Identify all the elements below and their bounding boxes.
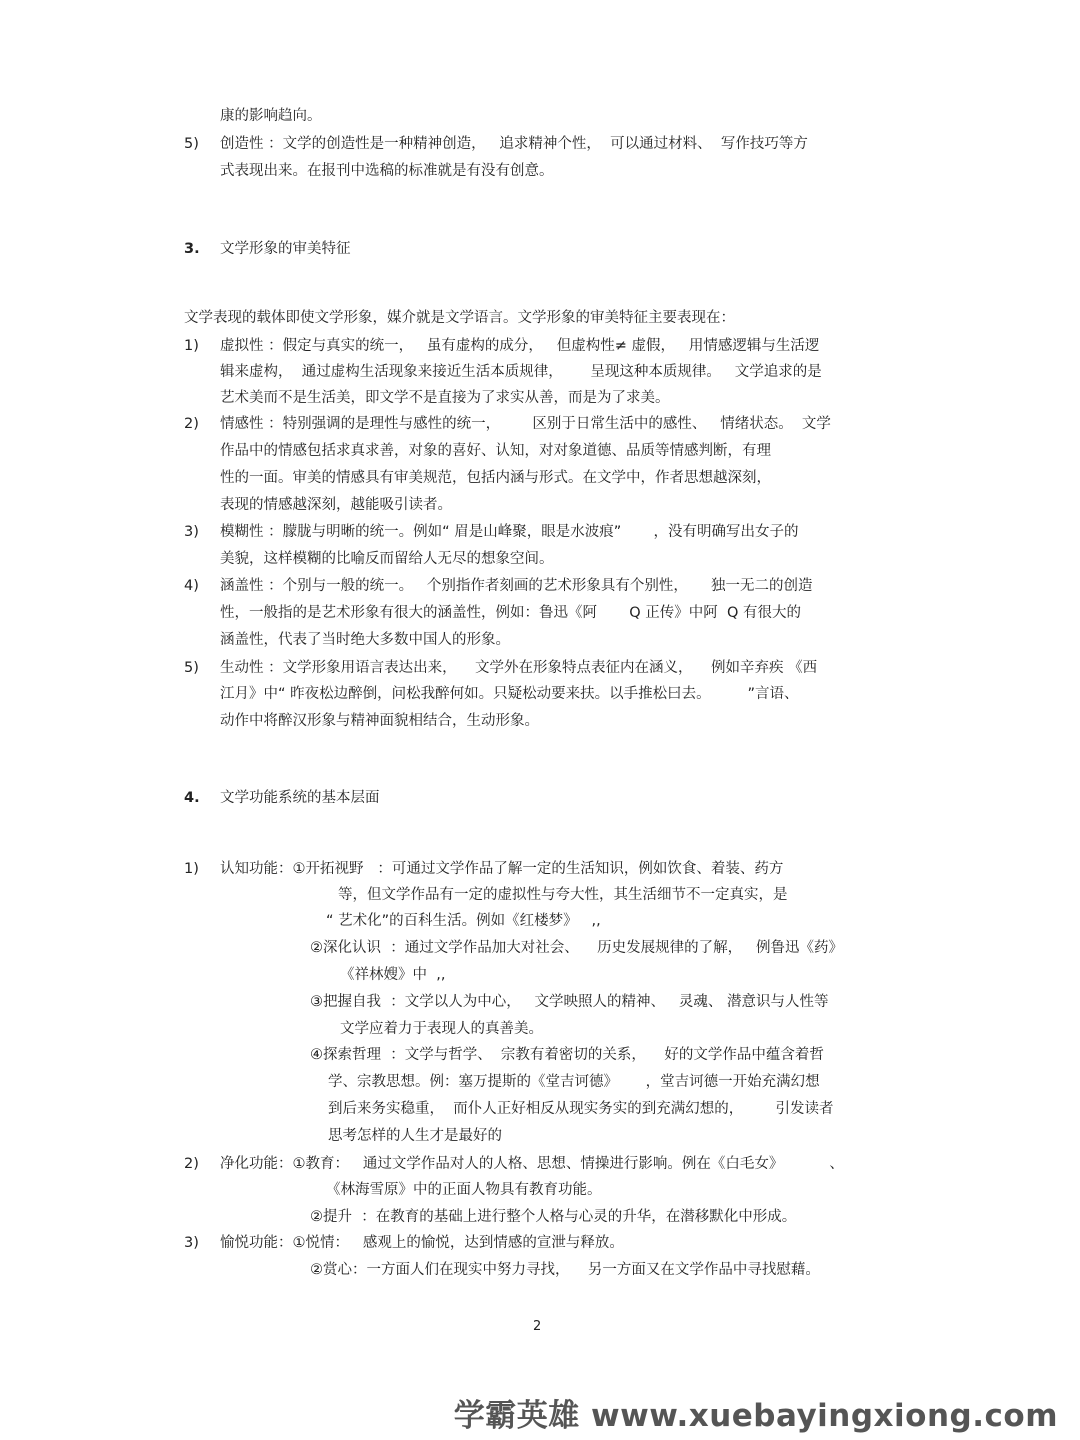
s3-item-4-line: 涵盖性，代表了当时绝大多数中国人的形象。 bbox=[220, 632, 510, 648]
s3-item-4-line: 涵盖性 ：个别与一般的统一。 个别指作者刻画的艺术形象具有个别性， 独一无二的创造 bbox=[220, 578, 813, 594]
s3-item-3-line: 美貌，这样模糊的比喻反而留给人无尽的想象空间。 bbox=[220, 551, 554, 567]
s3-item-1-line: 虚拟性 ：假定与真实的统一， 虽有虚构的成分， 但虚构性≠ 虚假， 用情感逻辑与生活逻 bbox=[220, 338, 820, 354]
s4-item-1-line: 学、宗教思想。例：塞万提斯的《堂吉诃德》 ，堂吉诃德一开始充满幻想 bbox=[328, 1074, 820, 1090]
s3-item-2-line: 性的一面。审美的情感具有审美规范，包括内涵与形式。在文学中，作者思想越深刻， bbox=[220, 470, 771, 486]
s3-item-5-number: 5) bbox=[184, 660, 199, 676]
s3-item-1-number: 1) bbox=[184, 338, 199, 354]
s4-item-3-line: ②赏心：一方面人们在现实中努力寻找， 另一方面又在文学作品中寻找慰藉。 bbox=[310, 1262, 820, 1278]
s3-item-4-number: 4) bbox=[184, 578, 199, 594]
section-3-intro: 文学表现的载体即使文学形象，媒介就是文学语言。文学形象的审美特征主要表现在： bbox=[184, 310, 735, 326]
s4-item-3-line: 愉悦功能：①悦情： 感观上的愉悦，达到情感的宣泄与释放。 bbox=[220, 1235, 624, 1251]
s3-item-1-line: 辑来虚构， 通过虚构生活现象来接近生活本质规律， 呈现这种本质规律。 文学追求的是 bbox=[220, 364, 822, 380]
s4-item-1-line: 等，但文学作品有一定的虚拟性与夸大性，其生活细节不一定真实，是 bbox=[338, 887, 788, 903]
s3-item-2-line: 作品中的情感包括求真求善，对象的喜好、认知，对对象道德、品质等情感判断，有理 bbox=[220, 443, 771, 459]
prev-item-5-line-1: 创造性 ：文学的创造性是一种精神创造， 追求精神个性， 可以通过材料、 写作技巧等方 bbox=[220, 136, 808, 152]
s4-item-1-line: 认知功能：①开拓视野 ：可通过文学作品了解一定的生活知识，例如饮食、着装、药方 bbox=[220, 861, 784, 877]
s3-item-3-number: 3) bbox=[184, 524, 199, 540]
s4-item-2-line: 《林海雪原》中的正面人物具有教育功能。 bbox=[326, 1182, 602, 1198]
s4-item-1-line: ③把握自我 ：文学以人为中心， 文学映照人的精神、 灵魂、 潜意识与人性等 bbox=[310, 994, 829, 1010]
section-3-title: 文学形象的审美特征 bbox=[220, 241, 351, 257]
s3-item-1-line: 艺术美而不是生活美，即文学不是直接为了求实从善，而是为了求美。 bbox=[220, 390, 670, 406]
s4-item-1-line: 到后来务实稳重， 而仆人正好相反从现实务实的到充满幻想的， 引发读者 bbox=[328, 1101, 834, 1117]
section-4-number: 4. bbox=[184, 790, 200, 806]
s4-item-2-line: ②提升 ：在教育的基础上进行整个人格与心灵的升华，在潜移默化中形成。 bbox=[310, 1209, 797, 1225]
s4-item-1-line: 《祥林嫂》中 ,, bbox=[340, 967, 446, 983]
watermark-footer: 学霸英雄 www.xuebayingxiong.com bbox=[453, 1398, 1058, 1434]
section-3-number: 3. bbox=[184, 241, 200, 257]
s3-item-5-line: 动作中将醉汉形象与精神面貌相结合，生动形象。 bbox=[220, 713, 539, 729]
s4-item-3-number: 3) bbox=[184, 1235, 199, 1251]
page-number: 2 bbox=[533, 1319, 542, 1334]
s4-item-1-line: 文学应着力于表现人的真善美。 bbox=[340, 1021, 543, 1037]
intro-line: 康的影响趋向。 bbox=[220, 108, 322, 124]
s4-item-1-line: “ 艺术化”的百科生活。例如《红楼梦》 ,, bbox=[326, 913, 601, 929]
s3-item-5-line: 江月》中“ 昨夜松边醉倒，问松我醉何如。只疑松动要来扶。以手推松曰去。 ”言语、 bbox=[220, 686, 799, 702]
s3-item-3-line: 模糊性 ：朦胧与明晰的统一。例如“ 眉是山峰聚，眼是水波痕” ，没有明确写出女子的 bbox=[220, 524, 799, 540]
section-4-title: 文学功能系统的基本层面 bbox=[220, 790, 380, 806]
s4-item-1-number: 1) bbox=[184, 861, 199, 877]
s3-item-2-line: 情感性 ：特别强调的是理性与感性的统一， 区别于日常生活中的感性、 情绪状态。 文学 bbox=[220, 416, 831, 432]
s3-item-2-line: 表现的情感越深刻，越能吸引读者。 bbox=[220, 497, 452, 513]
prev-item-5-line-2: 式表现出来。在报刊中选稿的标准就是有没有创意。 bbox=[220, 163, 554, 179]
s4-item-1-line: 思考怎样的人生才是最好的 bbox=[328, 1128, 502, 1144]
s4-item-2-number: 2) bbox=[184, 1156, 199, 1172]
s3-item-4-line: 性，一般指的是艺术形象有很大的涵盖性，例如：鲁迅《阿 Q 正传》中阿 Q 有很大的 bbox=[220, 605, 802, 621]
s4-item-2-line: 净化功能：①教育： 通过文学作品对人的人格、思想、情操进行影响。例在《白毛女》 、 bbox=[220, 1156, 844, 1172]
s3-item-5-line: 生动性 ：文学形象用语言表达出来， 文学外在形象特点表征内在涵义， 例如辛弃疾 《西 bbox=[220, 660, 818, 676]
s3-item-2-number: 2) bbox=[184, 416, 199, 432]
prev-item-5-number: 5) bbox=[184, 136, 199, 152]
s4-item-1-line: ④探索哲理 ：文学与哲学、 宗教有着密切的关系， 好的文学作品中蕴含着哲 bbox=[310, 1047, 824, 1063]
s4-item-1-line: ②深化认识 ：通过文学作品加大对社会、 历史发展规律的了解， 例鲁迅《药》 bbox=[310, 940, 843, 956]
